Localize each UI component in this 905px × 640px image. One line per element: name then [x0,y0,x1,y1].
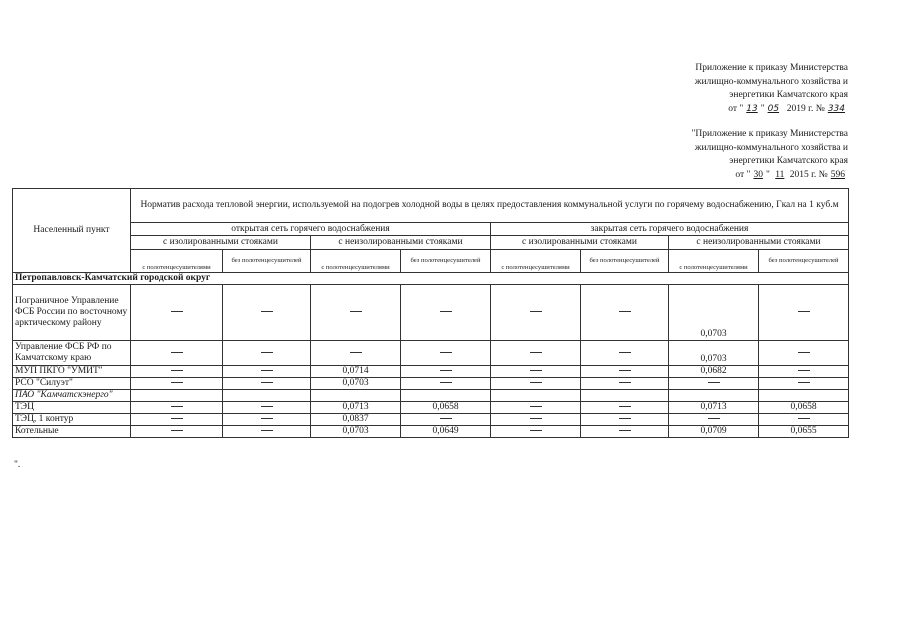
settlement-name: МУП ПКГО "УМИТ" [13,366,131,378]
insulated-header: с изолированными стояками [491,236,669,250]
empty-value [223,402,311,414]
dash-mark [350,352,362,353]
norm-table [12,188,849,438]
dash-mark [530,406,542,407]
empty-value [401,366,491,378]
settlement-header: Населенный пункт [13,189,131,273]
order-month: 05 [767,103,780,114]
data-rows [13,285,849,438]
empty-value [131,414,223,426]
empty-value [759,366,849,378]
header-line: "Приложение к приказу Министерства [691,129,848,139]
dash-mark [619,311,631,312]
order-number: 596 [830,169,845,180]
empty-value [223,414,311,426]
without-towel-header: без полотенцесушителей [223,250,311,273]
with-towel-header: с полотенцесушителями [669,250,759,273]
dash-mark [708,418,720,419]
empty-value [401,378,491,390]
dash-mark [261,352,273,353]
without-towel-header: без полотенцесушителей [759,250,849,273]
with-towel-header: с полотенцесушителями [491,250,581,273]
dash-mark [171,406,183,407]
table-row [13,426,849,438]
empty-value [759,285,849,341]
settlement-name: Котельные [13,426,131,438]
dash-mark [171,311,183,312]
date-prefix: от " [735,169,751,180]
norm-value: 0,0713 [669,402,759,414]
dash-mark [440,382,452,383]
empty-value [581,390,669,402]
without-towel-header: без полотенцесушителей [401,250,491,273]
empty-value [131,390,223,402]
dash-mark [530,382,542,383]
header-line: Приложение к приказу Министерства [695,63,848,73]
non-insulated-header: с неизолированными стояками [311,236,491,250]
table-row [13,378,849,390]
empty-value [131,378,223,390]
dash-mark [530,370,542,371]
norm-value: 0,0682 [669,366,759,378]
dash-mark [261,370,273,371]
order-month: 11 [775,169,785,180]
dash-mark [171,352,183,353]
settlement-name: РСО "Силуэт" [13,378,131,390]
empty-value [223,390,311,402]
empty-value [581,341,669,366]
empty-value [131,341,223,366]
dash-mark [708,382,720,383]
dash-mark [619,406,631,407]
with-towel-header: с полотенцесушителями [311,250,401,273]
district-row: Петропавловск-Камчатский городской округ [13,273,849,285]
dash-mark [530,352,542,353]
open-network-header: открытая сеть горячего водоснабжения [131,223,491,236]
settlement-name: Пограничное Управление ФСБ России по восточному арктическому району [13,285,131,341]
empty-value [223,366,311,378]
dash-mark [261,311,273,312]
empty-value [491,366,581,378]
header-line: энергетики Камчатского края [729,90,848,100]
dash-mark [261,430,273,431]
empty-value [491,390,581,402]
empty-value [223,378,311,390]
norm-value: 0,0655 [759,426,849,438]
empty-value [491,402,581,414]
empty-value [491,414,581,426]
empty-value [759,390,849,402]
dash-mark [261,382,273,383]
norm-value: 0,0658 [401,402,491,414]
dash-mark [530,311,542,312]
dash-mark [619,382,631,383]
order-date-line: от " 13 " 05 2019 г. № 334 [695,103,848,117]
order-header-2015 [692,128,849,182]
norm-value: 0,0703 [311,426,401,438]
dash-mark [798,370,810,371]
insulated-header: с изолированными стояками [131,236,311,250]
dash-mark [530,418,542,419]
norm-value: 0,0649 [401,426,491,438]
dash-mark [171,382,183,383]
settlement-name: ТЭЦ [13,402,131,414]
dash-mark [350,311,362,312]
dash-mark [440,311,452,312]
settlement-name: ТЭЦ, 1 контур [13,414,131,426]
closing-quote: ". [14,460,21,470]
empty-value [759,378,849,390]
table-row [13,366,849,378]
empty-value [491,378,581,390]
empty-value [131,402,223,414]
dash-mark [798,382,810,383]
empty-value [401,414,491,426]
empty-value [491,285,581,341]
dash-mark [440,370,452,371]
dash-mark [798,311,810,312]
empty-value [401,285,491,341]
dash-mark [171,370,183,371]
empty-value [401,390,491,402]
empty-value [581,285,669,341]
dash-mark [619,370,631,371]
empty-value [491,341,581,366]
settlement-name: ПАО "Камчатскэнерго" [13,390,131,402]
closed-network-header: закрытая сеть горячего водоснабжения [491,223,849,236]
empty-value [491,426,581,438]
header-line: жилищно-коммунального хозяйства и [694,76,848,87]
date-prefix: от " [728,103,744,114]
order-header-2019 [695,62,848,116]
table-row [13,341,849,366]
empty-value [669,378,759,390]
norm-value: 0,0658 [759,402,849,414]
empty-value [759,414,849,426]
dash-mark [261,406,273,407]
empty-value [223,426,311,438]
norm-value: 0,0703 [311,378,401,390]
header-line: жилищно-коммунального хозяйства и [694,142,848,153]
dash-mark [171,418,183,419]
dash-mark [619,430,631,431]
order-year: 2019 г. № [786,103,825,114]
dash-mark [171,430,183,431]
dash-mark [798,418,810,419]
empty-value [223,285,311,341]
dash-mark [798,352,810,353]
empty-value [401,341,491,366]
non-insulated-header: с неизолированными стояками [669,236,849,250]
order-day: 30 [753,169,763,180]
norm-value: 0,0703 [669,341,759,366]
empty-value [759,341,849,366]
header-line: энергетики Камчатского края [729,156,848,166]
norm-value: 0,0709 [669,426,759,438]
dash-mark [440,418,452,419]
empty-value [311,285,401,341]
empty-value [669,390,759,402]
empty-value [223,341,311,366]
empty-value [581,414,669,426]
settlement-name: Управление ФСБ РФ по Камчатскому краю [13,341,131,366]
empty-value [131,426,223,438]
order-date-line: от " 30 " 11 2015 г. № 596 [692,169,849,183]
dash-mark [261,418,273,419]
table-row [13,285,849,341]
empty-value [131,285,223,341]
empty-value [581,366,669,378]
norm-value: 0,0714 [311,366,401,378]
table-row [13,414,849,426]
empty-value [131,366,223,378]
dash-mark [619,352,631,353]
table-row [13,390,849,402]
order-year: 2015 г. № [789,169,828,180]
dash-mark [619,418,631,419]
empty-value [311,390,401,402]
empty-value [581,426,669,438]
norm-value: 0,0713 [311,402,401,414]
empty-value [669,414,759,426]
norm-value: 0,0837 [311,414,401,426]
order-day: 13 [746,103,758,114]
dash-mark [440,352,452,353]
empty-value [311,341,401,366]
without-towel-header: без полотенцесушителей [581,250,669,273]
dash-mark [530,430,542,431]
empty-value [581,378,669,390]
with-towel-header: с полотенцесушителями [131,250,223,273]
table-row [13,402,849,414]
norm-title: Норматив расхода тепловой энергии, используемой на подогрев холодной воды в целях предоставления коммунальной услуги по горячему водоснабжению, Гкал на 1 куб.м [131,189,849,223]
empty-value [581,402,669,414]
order-number: 334 [827,103,845,114]
norm-value: 0,0703 [669,285,759,341]
